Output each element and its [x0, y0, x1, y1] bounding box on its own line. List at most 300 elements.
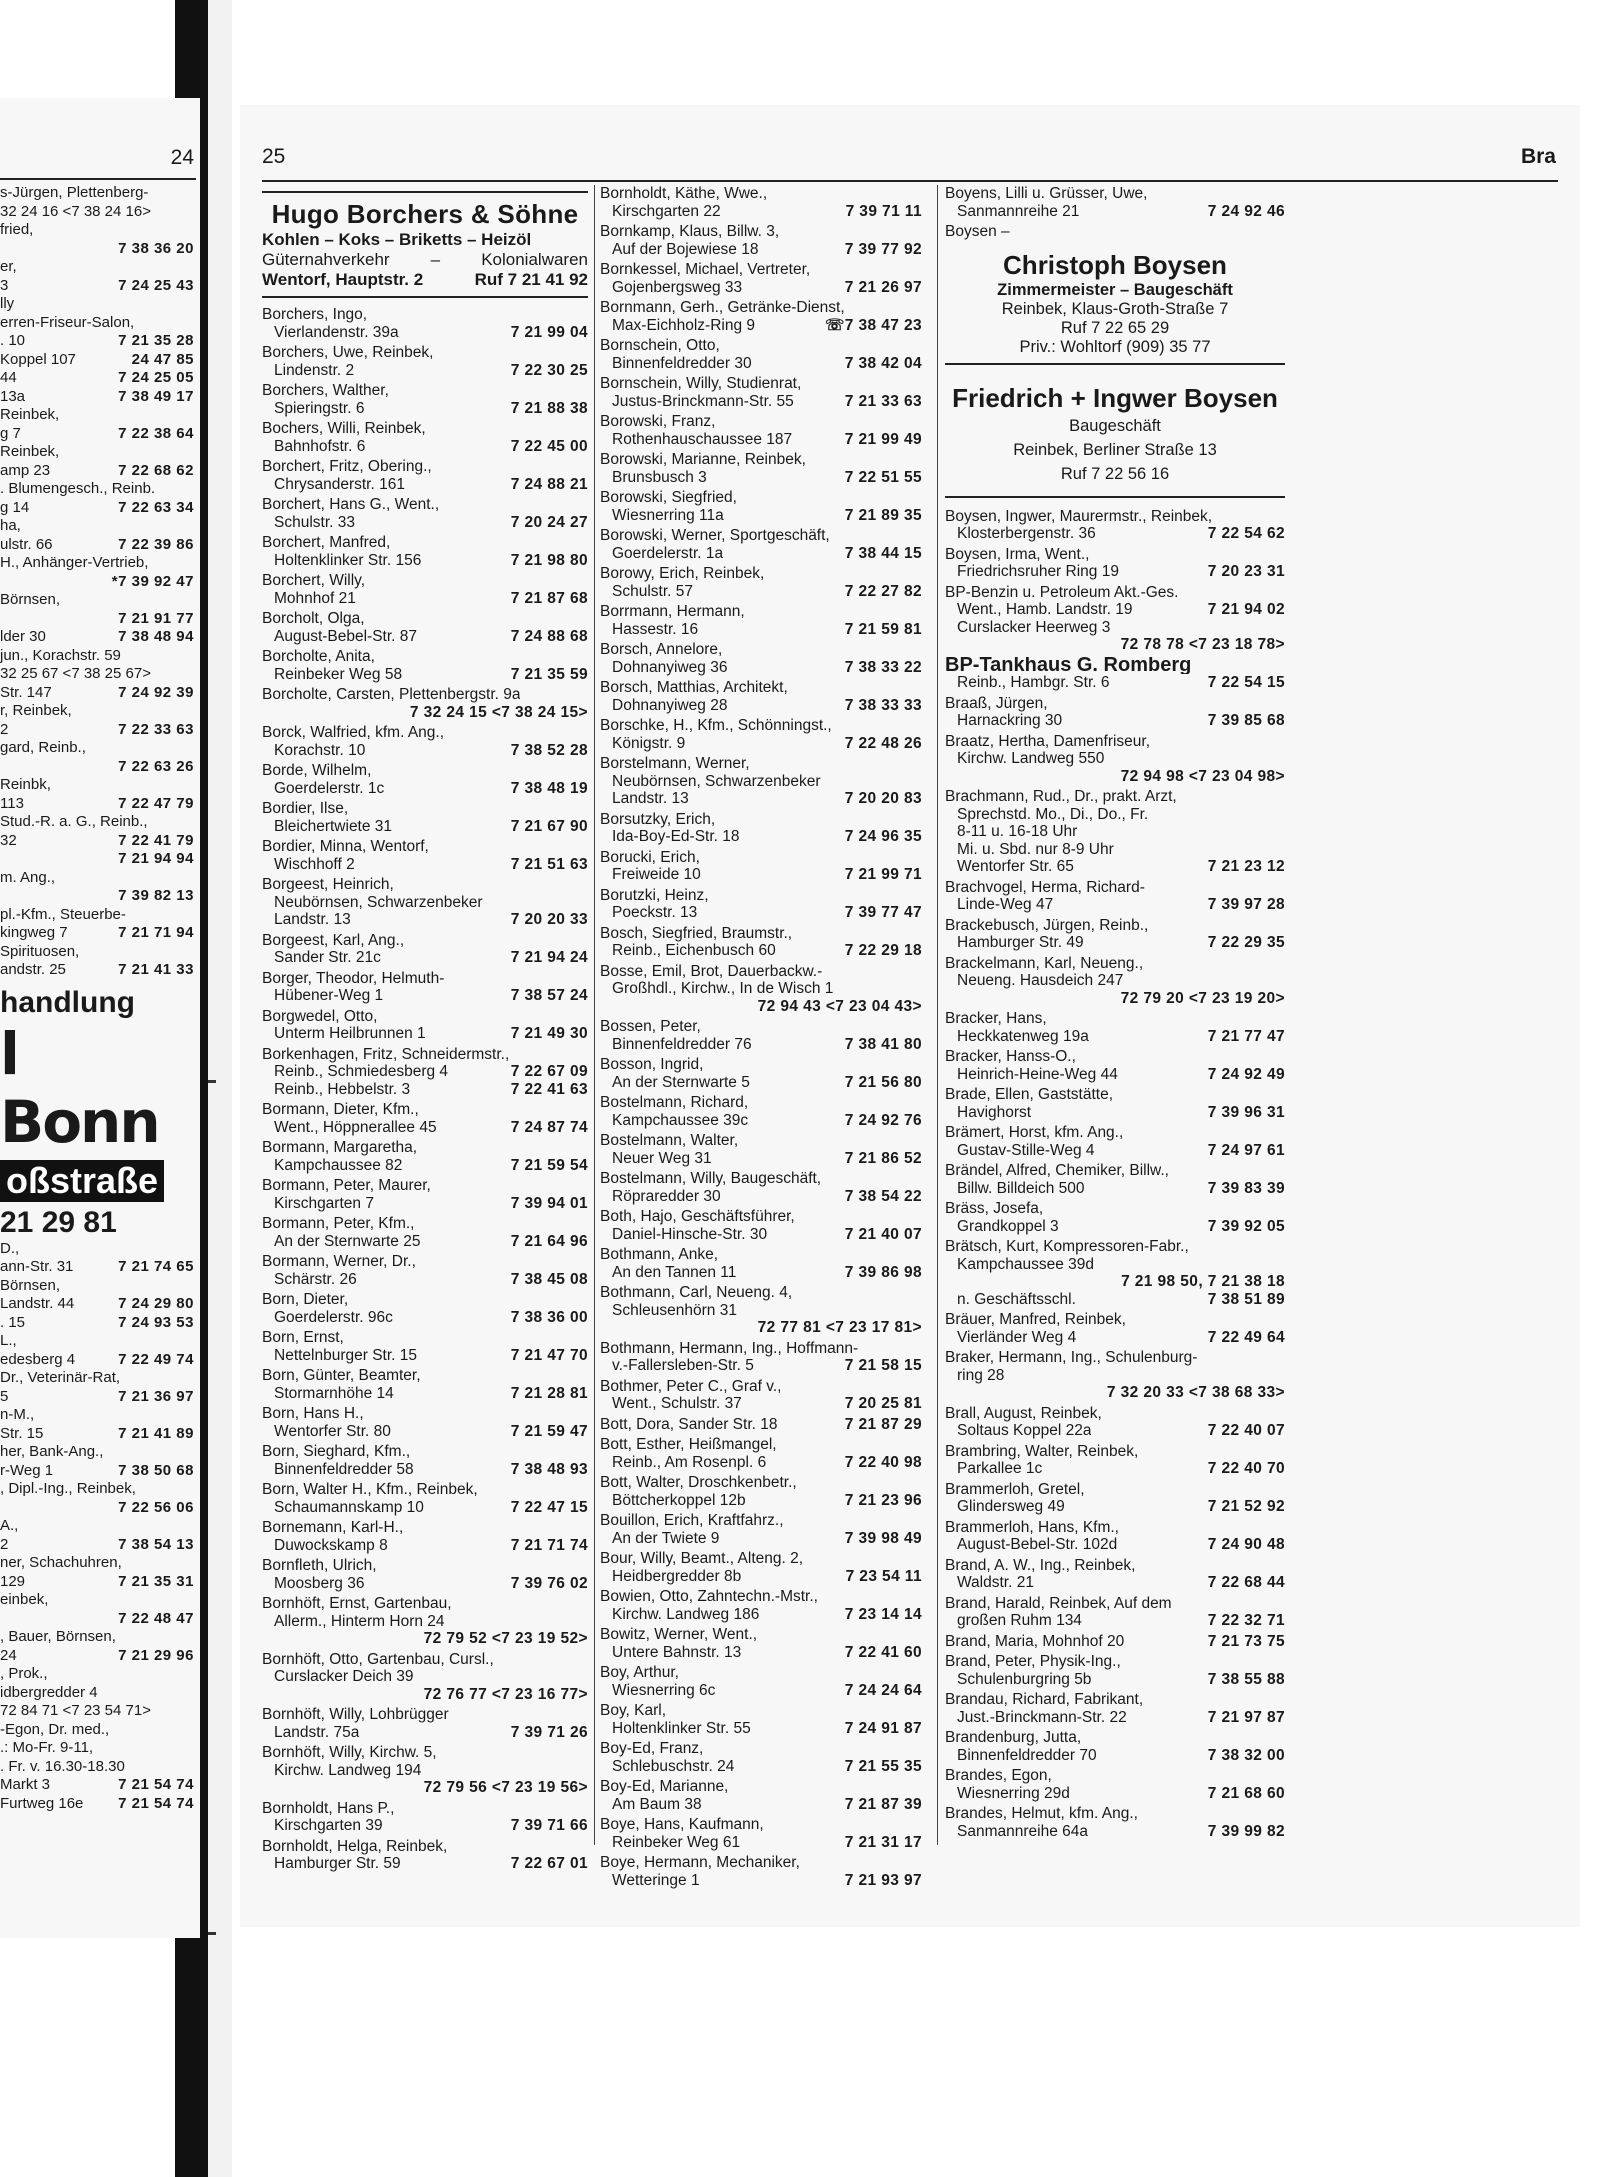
left-page-line — [0, 1295, 194, 1314]
entry-text: Born, Walter H., Kfm., Reinbek, — [262, 1481, 478, 1498]
entry-text: Borsch, Annelore, — [600, 641, 723, 658]
entry-line — [600, 1036, 922, 1054]
directory-entry — [600, 1208, 922, 1243]
entry-phone: 7 21 28 81 — [510, 1384, 588, 1402]
directory-entry — [945, 1048, 1285, 1083]
entry-text: Bormann, Peter, Kfm., — [262, 1215, 415, 1232]
entry-phone: 7 38 33 33 — [844, 696, 922, 714]
entry-phone: 72 79 20 <7 23 19 20> — [1120, 989, 1285, 1007]
entry-text: Borowy, Erich, Reinbek, — [600, 565, 765, 582]
entry-text: Heinrich-Heine-Weg 44 — [957, 1065, 1118, 1083]
entry-phone: 72 79 56 <7 23 19 56> — [423, 1779, 588, 1796]
entry-line — [945, 1481, 1285, 1499]
directory-entry — [600, 679, 922, 714]
left-ad-line-wrap — [0, 1160, 194, 1202]
entry-text: Borutzki, Heinz, — [600, 886, 709, 904]
entry-text: Wischhoff 2 — [274, 855, 355, 873]
left-line-phone — [190, 1443, 194, 1462]
entry-line — [600, 866, 922, 884]
entry-line — [600, 1170, 922, 1188]
entry-text: Chrysanderstr. 161 — [274, 475, 405, 493]
entry-line — [262, 666, 588, 684]
entry-text: Reinb., Hebbelstr. 3 — [274, 1080, 411, 1098]
entry-text: Boy-Ed, Marianne, — [600, 1778, 729, 1795]
entry-text: Borchert, Fritz, Obering., — [262, 458, 432, 475]
left-page-lines — [0, 184, 194, 1813]
entry-line — [262, 987, 588, 1005]
entry-line — [945, 1519, 1285, 1537]
entry-line — [945, 203, 1285, 221]
entry-text: Gojenbergsweg 33 — [612, 278, 743, 296]
directory-entry — [945, 917, 1285, 952]
left-line-text: r-Weg 1 — [0, 1461, 54, 1479]
entry-text: Reinb., Hambgr. Str. 6 — [957, 674, 1110, 691]
entry-text: Bornmann, Gerh., Getränke-Dienst, — [600, 299, 845, 316]
entry-line — [262, 306, 588, 324]
entry-line — [945, 1200, 1285, 1218]
entry-text: Bornholdt, Hans P., — [262, 1799, 395, 1817]
ad-friedrich-name: Friedrich + Ingwer Boysen — [952, 382, 1278, 413]
left-line-text: ann-Str. 31 — [0, 1258, 74, 1275]
left-ad-line: 21 29 81 — [0, 1205, 117, 1239]
entry-text: BP-Tankhaus G. Romberg — [945, 656, 1192, 674]
ad-text: Ruf 7 22 65 29 — [1060, 318, 1170, 337]
entry-text: Lindenstr. 2 — [274, 361, 355, 379]
left-page-line — [0, 1776, 194, 1795]
left-line-phone: 7 24 93 53 — [118, 1313, 194, 1331]
entry-phone: 7 22 29 35 — [1207, 934, 1285, 951]
left-line-text: jun., Korachstr. 59 — [0, 646, 121, 664]
entry-phone: 7 21 68 60 — [1207, 1784, 1285, 1802]
entry-line — [600, 697, 922, 715]
directory-entry — [262, 572, 588, 607]
entry-text: Bracker, Hanss-O., — [945, 1048, 1076, 1065]
left-line-text: -Egon, Dr. med., — [0, 1720, 110, 1738]
left-line-phone — [190, 906, 194, 925]
entry-line — [262, 1385, 588, 1403]
left-line-text: D., — [0, 1239, 20, 1257]
directory-entry — [945, 1633, 1285, 1651]
entry-phone: 7 20 20 83 — [844, 790, 922, 807]
page-header-word: Bra — [1520, 145, 1556, 168]
entry-text: BP-Benzin u. Petroleum Akt.-Ges. — [945, 583, 1179, 601]
left-page-line — [0, 425, 194, 444]
left-page-line — [0, 1351, 194, 1370]
entry-text: Daniel-Hinsche-Str. 30 — [612, 1225, 768, 1243]
entry-phone: 7 22 40 07 — [1207, 1422, 1285, 1439]
left-line-text: lly — [0, 295, 15, 312]
entry-line — [600, 1378, 922, 1396]
entry-phone: 72 94 98 <7 23 04 98> — [1120, 767, 1285, 785]
entry-phone: 7 21 23 12 — [1207, 858, 1285, 875]
entry-text: Gustav-Stille-Weg 4 — [957, 1141, 1095, 1159]
entry-text: Hamburger Str. 49 — [957, 934, 1084, 951]
left-line-text: Dr., Veterinär-Rat, — [0, 1369, 121, 1386]
entry-text: Moosberg 36 — [274, 1574, 365, 1592]
left-line-phone: 7 22 48 47 — [118, 1609, 194, 1627]
ad-text: Zimmermeister – Baugeschäft — [997, 280, 1233, 299]
directory-entry — [945, 1010, 1285, 1045]
entry-line — [262, 628, 588, 646]
entry-text: Goerdelerstr. 1c — [274, 779, 385, 797]
directory-entry — [600, 565, 922, 600]
entry-line — [945, 185, 1285, 203]
entry-line — [945, 674, 1285, 692]
left-line-text: fried, — [0, 221, 34, 238]
left-page-ad — [0, 986, 194, 1240]
entry-text: Schleusenhörn 31 — [612, 1301, 737, 1319]
directory-entry — [262, 1008, 588, 1043]
entry-text: Borchers, Uwe, Reinbek, — [262, 344, 434, 361]
left-line-phone: 7 21 29 96 — [118, 1646, 194, 1664]
entry-line — [600, 1416, 922, 1434]
entry-line — [262, 742, 588, 760]
left-page-line — [0, 388, 194, 407]
left-ad-line: oßstraße — [0, 1160, 164, 1202]
entry-text: Borcholte, Carsten, Plettenbergstr. 9a — [262, 686, 521, 703]
entry-text: Bormann, Peter, Maurer, — [262, 1177, 431, 1194]
left-line-phone — [190, 1240, 194, 1259]
entry-text: Brämert, Horst, kfm. Ang., — [945, 1124, 1124, 1141]
ad-text: – — [430, 250, 441, 269]
left-line-phone: 7 21 35 31 — [118, 1572, 194, 1590]
left-page-line — [0, 1406, 194, 1425]
directory-entry — [600, 1340, 922, 1375]
directory-entry — [945, 1805, 1285, 1840]
entry-line — [262, 1157, 588, 1175]
entry-text: Went., Hamb. Landstr. 19 — [957, 601, 1133, 618]
left-page-line — [0, 813, 194, 832]
entry-phone: 7 24 87 74 — [510, 1118, 588, 1136]
entry-text: Kirchw. Landweg 194 — [274, 1761, 422, 1779]
left-line-text: ha, — [0, 517, 21, 534]
entry-text: Neuer Weg 31 — [612, 1149, 712, 1167]
directory-entry — [600, 1284, 922, 1337]
left-page-line — [0, 1499, 194, 1518]
entry-text: Unterm Heilbrunnen 1 — [274, 1025, 426, 1042]
entry-phone: 7 21 71 74 — [510, 1536, 588, 1554]
directory-entry — [945, 1200, 1285, 1235]
entry-text: Bowien, Otto, Zahntechn.-Mstr., — [600, 1588, 818, 1605]
entry-line — [600, 1150, 922, 1168]
entry-line — [262, 1291, 588, 1309]
entry-line — [600, 904, 922, 922]
entry-phone: 7 21 97 87 — [1207, 1708, 1285, 1726]
entry-text: Bornholdt, Käthe, Wwe., — [600, 185, 768, 202]
directory-entry — [262, 1101, 588, 1136]
entry-text: Curslacker Deich 39 — [274, 1668, 414, 1685]
left-page-line — [0, 1591, 194, 1610]
entry-line — [945, 1384, 1285, 1402]
entry-line — [262, 970, 588, 988]
entry-line — [600, 1740, 922, 1758]
entry-text: Bräss, Josefa, — [945, 1200, 1044, 1217]
entry-text: Bornhöft, Ernst, Gartenbau, — [262, 1595, 452, 1612]
entry-text: Korachstr. 10 — [274, 741, 366, 759]
entry-line — [945, 1422, 1285, 1440]
entry-phone: 7 21 94 24 — [510, 949, 588, 966]
directory-entry — [945, 1349, 1285, 1402]
entry-text: Bornemann, Karl-H., — [262, 1519, 404, 1536]
entry-line — [945, 841, 1285, 859]
entry-text: Justus-Brinckmann-Str. 55 — [612, 392, 794, 410]
directory-entry — [945, 1311, 1285, 1346]
entry-phone: 7 20 24 27 — [510, 513, 588, 531]
entry-text: Curslacker Heerweg 3 — [957, 618, 1111, 636]
left-line-phone: 7 24 25 05 — [118, 369, 194, 386]
entry-phone: 7 22 32 71 — [1207, 1612, 1285, 1629]
left-line-phone: 7 21 41 33 — [118, 961, 194, 978]
entry-text: Holtenklinker Str. 156 — [274, 551, 422, 569]
directory-entry — [262, 344, 588, 379]
entry-phone: 7 21 87 39 — [844, 1795, 922, 1813]
entry-line — [600, 261, 922, 279]
left-page-line — [0, 758, 194, 777]
entry-line — [262, 1651, 588, 1669]
left-page-line — [0, 906, 194, 925]
entry-phone: 7 38 54 22 — [844, 1187, 922, 1205]
ad-text: Wentorf, Hauptstr. 2 — [262, 270, 424, 289]
directory-entry — [600, 603, 922, 638]
left-page-line — [0, 1554, 194, 1573]
entry-line — [262, 496, 588, 514]
entry-text: Heckkatenweg 19a — [957, 1027, 1089, 1045]
entry-phone: 7 21 31 17 — [844, 1833, 922, 1851]
entry-line — [600, 1606, 922, 1624]
entry-text: Boye, Hans, Kaufmann, — [600, 1816, 764, 1833]
entry-line — [600, 1644, 922, 1662]
entry-text: ring 28 — [957, 1366, 1005, 1384]
entry-line — [262, 1025, 588, 1043]
entry-text: Landstr. 13 — [274, 911, 351, 928]
directory-entry — [945, 879, 1285, 914]
entry-text: Wentorfer Str. 80 — [274, 1422, 391, 1440]
entry-line — [262, 1744, 588, 1762]
directory-entry — [600, 1512, 922, 1547]
entry-phone: 7 21 99 49 — [844, 430, 922, 448]
directory-entry — [262, 1367, 588, 1402]
left-line-text: 72 84 71 <7 23 54 71> — [0, 1702, 151, 1719]
directory-entry — [600, 1132, 922, 1167]
entry-phone: 7 21 23 96 — [844, 1491, 922, 1509]
left-line-phone — [190, 647, 194, 666]
entry-line — [600, 241, 922, 259]
left-line-phone — [190, 1665, 194, 1684]
directory-entry — [262, 420, 588, 455]
left-line-text: 32 25 67 <7 38 25 67> — [0, 665, 151, 682]
entry-text: Binnenfeldredder 58 — [274, 1460, 414, 1478]
entry-line — [945, 1124, 1285, 1142]
left-page-line — [0, 277, 194, 296]
directory-entry — [600, 963, 922, 1016]
left-line-text: , Bauer, Börnsen, — [0, 1628, 116, 1645]
entry-phone: 7 21 99 71 — [844, 866, 922, 883]
entry-line — [600, 279, 922, 297]
entry-phone: 7 24 91 87 — [844, 1719, 922, 1737]
entry-text: Bormann, Werner, Dr., — [262, 1253, 416, 1270]
left-line-phone: 7 39 82 13 — [118, 887, 194, 904]
entry-text: Borstelmann, Werner, — [600, 755, 750, 772]
entry-line — [945, 1595, 1285, 1613]
left-line-phone: 7 22 56 06 — [118, 1498, 194, 1516]
left-line-phone — [190, 406, 194, 425]
left-page-line — [0, 1480, 194, 1499]
entry-text: Havighorst — [957, 1103, 1032, 1121]
directory-entry — [262, 1744, 588, 1797]
directory-entry — [600, 1664, 922, 1699]
entry-text: Böttcherkoppel 12b — [612, 1491, 746, 1509]
directory-entry — [600, 717, 922, 752]
left-page-line — [0, 480, 194, 499]
page-number: 25 — [262, 145, 286, 168]
directory-entry — [600, 375, 922, 410]
left-page-line — [0, 1258, 194, 1277]
entry-line — [600, 1702, 922, 1720]
entry-line — [262, 1271, 588, 1289]
directory-entry — [600, 1702, 922, 1737]
entry-text: Neubörnsen, Schwarzenbeker — [274, 893, 483, 911]
left-page-line — [0, 184, 194, 203]
entry-text: Max-Eichholz-Ring 9 — [612, 316, 755, 334]
entry-text: Bosse, Emil, Brot, Dauerbackw.- — [600, 962, 823, 980]
entry-phone: 7 38 44 15 — [844, 544, 922, 562]
left-line-phone — [190, 1684, 194, 1703]
entry-line — [945, 1767, 1285, 1785]
entry-line — [945, 1180, 1285, 1198]
entry-text: Borcholt, Olga, — [262, 610, 365, 627]
directory-entry — [600, 1854, 922, 1889]
entry-phone: 7 39 99 82 — [1207, 1822, 1285, 1840]
entry-text: Landstr. 75a — [274, 1723, 360, 1741]
entry-text: Mohnhof 21 — [274, 589, 356, 607]
entry-line — [262, 1838, 588, 1856]
directory-entry — [600, 1740, 922, 1775]
entry-phone: 7 21 86 52 — [844, 1149, 922, 1167]
entry-text: Bostelmann, Richard, — [600, 1094, 749, 1111]
entry-text: Reinbeker Weg 58 — [274, 665, 403, 683]
left-line-phone: *7 39 92 47 — [111, 572, 194, 590]
entry-line — [600, 203, 922, 221]
directory-entry — [262, 1838, 588, 1873]
entry-line — [945, 788, 1285, 806]
entry-text: Goerdelerstr. 96c — [274, 1308, 393, 1326]
column-1-entries — [262, 306, 588, 1873]
left-ad-line: l Bonn — [0, 1019, 159, 1156]
entry-line — [945, 1329, 1285, 1347]
entry-phone: 7 39 98 49 — [844, 1529, 922, 1547]
entry-line — [945, 1805, 1285, 1823]
entry-text: An der Twiete 9 — [612, 1529, 720, 1547]
entry-line — [600, 489, 922, 507]
left-line-text: einbek, — [0, 1591, 49, 1608]
entry-phone: 7 39 83 39 — [1207, 1179, 1285, 1197]
entry-text: Born, Sieghard, Kfm., — [262, 1443, 411, 1460]
entry-text: Borsch, Matthias, Architekt, — [600, 679, 788, 696]
entry-phone: 7 21 89 35 — [844, 506, 922, 524]
entry-line — [600, 223, 922, 241]
entry-text: Untere Bahnstr. 13 — [612, 1643, 742, 1661]
left-line-text: 32 — [0, 831, 17, 849]
left-page-line — [0, 1443, 194, 1462]
directory-entry — [600, 755, 922, 808]
left-page-line — [0, 1517, 194, 1536]
entry-text: Bornkamp, Klaus, Billw. 3, — [600, 223, 780, 240]
entry-line — [600, 849, 922, 867]
directory-entry — [600, 1436, 922, 1471]
left-line-phone — [190, 517, 194, 536]
left-page-line — [0, 795, 194, 814]
entry-phone: 7 21 94 02 — [1207, 601, 1285, 618]
left-line-text: Reinbek, — [0, 406, 60, 423]
directory-entry — [600, 261, 922, 296]
entry-text: Borowski, Franz, — [600, 413, 716, 430]
left-line-text: Börnsen, — [0, 1276, 61, 1294]
entry-text: Born, Dieter, — [262, 1291, 349, 1308]
entry-line — [945, 636, 1285, 654]
entry-text: Borde, Wilhelm, — [262, 762, 372, 779]
entry-line — [262, 1817, 588, 1835]
entry-text: Bostelmann, Willy, Baugeschäft, — [600, 1170, 822, 1187]
left-line-text: 5 — [0, 1387, 9, 1405]
left-page-line — [0, 1647, 194, 1666]
left-line-text: Börnsen, — [0, 591, 61, 608]
spine-mark — [208, 1932, 216, 1935]
left-page-line — [0, 1573, 194, 1592]
entry-line — [262, 1405, 588, 1423]
entry-text: Spieringstr. 6 — [274, 399, 365, 417]
directory-entry — [945, 1443, 1285, 1478]
left-line-text: Spirituosen, — [0, 942, 80, 960]
entry-text: Hassestr. 16 — [612, 620, 699, 638]
directory-entry — [600, 1588, 922, 1623]
directory-entry — [262, 1253, 588, 1288]
left-page-line — [0, 961, 194, 980]
entry-text: Brade, Ellen, Gaststätte, — [945, 1086, 1114, 1103]
left-page-line — [0, 1314, 194, 1333]
left-line-text: 2 — [0, 1535, 9, 1553]
entry-phone: 7 21 26 97 — [844, 278, 922, 296]
left-line-phone: 7 22 68 62 — [118, 461, 194, 479]
column-3-top-entries — [945, 185, 1285, 241]
entry-text: Borchert, Hans G., Went., — [262, 496, 440, 513]
entry-text: Brachmann, Rud., Dr., prakt. Arzt, — [945, 788, 1177, 805]
entry-text: Allerm., Hinterm Horn 24 — [274, 1612, 445, 1630]
left-line-text: L., — [0, 1332, 17, 1349]
directory-entry — [262, 1139, 588, 1174]
entry-text: Borrmann, Hermann, — [600, 603, 745, 620]
left-line-phone: 24 47 85 — [131, 350, 194, 368]
entry-text: Bräuer, Manfred, Reinbek, — [945, 1311, 1126, 1328]
left-line-phone: 7 24 29 80 — [118, 1295, 194, 1312]
ad-borchers-address — [262, 270, 588, 290]
entry-phone: 7 38 45 08 — [510, 1270, 588, 1288]
entry-text: Bothmann, Anke, — [600, 1246, 719, 1263]
entry-phone: 7 22 51 55 — [844, 468, 922, 486]
entry-line — [600, 603, 922, 621]
directory-entry — [945, 1086, 1285, 1121]
entry-line — [262, 1855, 588, 1873]
entry-text: Schaumannskamp 10 — [274, 1498, 424, 1516]
entry-text: Schulenburgring 5b — [957, 1670, 1092, 1688]
entry-text: Born, Günter, Beamter, — [262, 1367, 421, 1384]
entry-line — [600, 1588, 922, 1606]
entry-text: Brändel, Alfred, Chemiker, Billw., — [945, 1162, 1169, 1179]
entry-text: Neubörnsen, Schwarzenbeker — [612, 772, 821, 790]
left-line-phone: 7 38 50 68 — [118, 1461, 194, 1479]
left-line-text: A., — [0, 1517, 19, 1534]
entry-line — [262, 382, 588, 400]
entry-line — [262, 876, 588, 894]
